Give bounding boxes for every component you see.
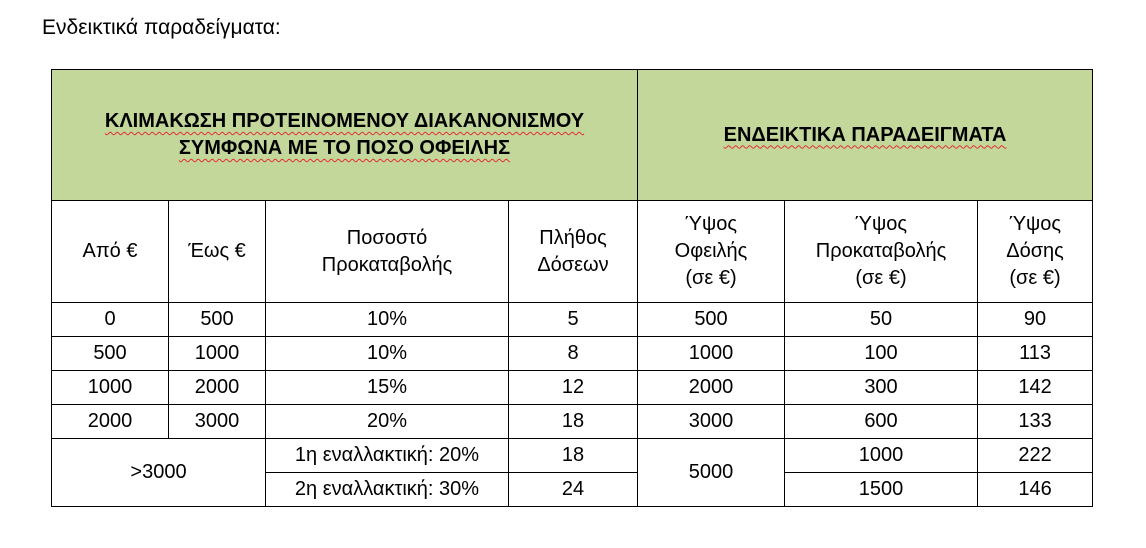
cell-pct: 10% — [266, 337, 509, 371]
cell-down: 300 — [785, 371, 978, 405]
col-installment-amount — [978, 201, 1093, 303]
col-downpayment-pct-l2: Προκαταβολής — [321, 253, 453, 276]
header-left-line2: ΣΥΜΦΩΝΑ ΜΕ ΤΟ ΠΟΣΟ ΟΦΕΙΛΗΣ — [178, 137, 511, 159]
col-installments-count — [509, 201, 638, 303]
cell-from: 0 — [52, 303, 169, 337]
col-installment-amount-l2: Δόσης — [1006, 240, 1064, 262]
cell-amount: 90 — [978, 303, 1093, 337]
header-right-text: ΕΝΔΕΙΚΤΙΚΑ ΠΑΡΑΔΕΙΓΜΑΤΑ — [723, 123, 1007, 146]
cell-debt: 1000 — [638, 337, 785, 371]
col-downpayment-amount-l3: (σε €) — [855, 267, 907, 289]
cell-amount: 222 — [978, 439, 1093, 473]
cell-amount: 142 — [978, 371, 1093, 405]
col-downpayment-amount-l1: Ύψος — [854, 213, 908, 235]
col-downpayment-pct — [266, 201, 509, 303]
col-debt-amount-l1: Ύψος — [684, 213, 738, 235]
table-row — [52, 303, 1093, 337]
col-from: Από € — [52, 201, 169, 303]
cell-from: 1000 — [52, 371, 169, 405]
col-debt-amount — [638, 201, 785, 303]
header-left-line1: ΚΛΙΜΑΚΩΣΗ ΠΡΟΤΕΙΝΟΜΕΝΟΥ ΔΙΑΚΑΝΟΝΙΣΜΟΥ — [104, 110, 585, 132]
cell-pct: 1η εναλλακτική: 20% — [266, 439, 509, 473]
cell-count: 12 — [509, 371, 638, 405]
cell-to: 2000 — [169, 371, 266, 405]
cell-count: 8 — [509, 337, 638, 371]
col-to: Έως € — [169, 201, 266, 303]
cell-down: 50 — [785, 303, 978, 337]
cell-amount: 133 — [978, 405, 1093, 439]
col-installments-count-l1: Πλήθος — [539, 226, 607, 249]
col-installment-amount-l3: (σε €) — [1009, 267, 1061, 289]
header-left-cell — [52, 70, 638, 201]
col-downpayment-amount — [785, 201, 978, 303]
cell-pct: 20% — [266, 405, 509, 439]
installment-table — [51, 69, 1093, 507]
col-debt-amount-l2: Οφειλής — [674, 240, 748, 262]
col-downpayment-amount-l2: Προκαταβολής — [815, 240, 947, 262]
col-downpayment-pct-l1: Ποσοστό — [346, 226, 428, 249]
cell-range-over-3000: >3000 — [52, 439, 266, 507]
cell-to: 1000 — [169, 337, 266, 371]
cell-down: 100 — [785, 337, 978, 371]
cell-down: 1000 — [785, 439, 978, 473]
cell-count: 5 — [509, 303, 638, 337]
cell-down: 1500 — [785, 473, 978, 507]
cell-from: 500 — [52, 337, 169, 371]
table-row — [52, 405, 1093, 439]
cell-debt: 3000 — [638, 405, 785, 439]
col-installment-amount-l1: Ύψος — [1008, 213, 1062, 235]
col-installments-count-l2: Δόσεων — [537, 253, 609, 276]
cell-amount: 146 — [978, 473, 1093, 507]
cell-debt: 500 — [638, 303, 785, 337]
header-right-cell — [638, 70, 1093, 201]
cell-down: 600 — [785, 405, 978, 439]
cell-pct: 2η εναλλακτική: 30% — [266, 473, 509, 507]
intro-text: Ενδεικτικά παραδείγματα: — [42, 16, 281, 39]
cell-to: 500 — [169, 303, 266, 337]
cell-to: 3000 — [169, 405, 266, 439]
cell-count: 24 — [509, 473, 638, 507]
cell-count: 18 — [509, 439, 638, 473]
cell-debt: 2000 — [638, 371, 785, 405]
cell-from: 2000 — [52, 405, 169, 439]
table-header-row — [52, 70, 1093, 201]
cell-amount: 113 — [978, 337, 1093, 371]
cell-pct: 10% — [266, 303, 509, 337]
cell-count: 18 — [509, 405, 638, 439]
col-debt-amount-l3: (σε €) — [685, 267, 737, 289]
table-row — [52, 371, 1093, 405]
column-header-row — [52, 201, 1093, 303]
cell-pct: 15% — [266, 371, 509, 405]
table-row — [52, 337, 1093, 371]
table-row — [52, 439, 1093, 473]
cell-debt: 5000 — [638, 439, 785, 507]
